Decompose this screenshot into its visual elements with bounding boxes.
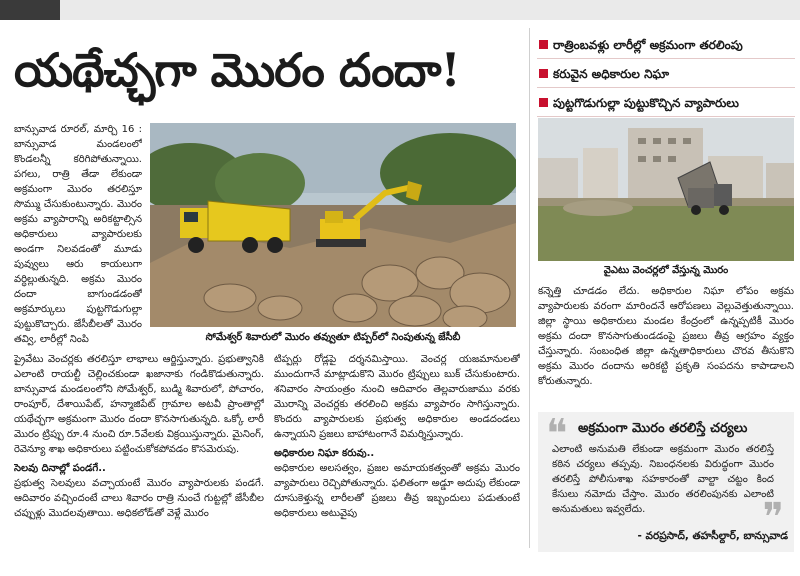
highlight-item [537, 63, 795, 88]
article-text: ప్రైవేటు వెంచర్లకు తరలిస్తూ లాభాలు ఆర్జిస్తున్నారు. ప్రభుత్వానికి ఎలాంటి రాయల్టీ చెల్లించకుండా ఖజానాకు గండికొడుతున్నారు. బాన్సువాడ మండలంలోని సోమేశ్వర్, బుడ్మి శివారులో, పోచారం, రాంపూర్, దేశాయిపేట్, హన్మాజిపేట్ గ్రామాల అటవీ ప్రాంతాల్లో యథేచ్ఛగా అక్రమంగా మొరం దందా కొనసాగుతున్నది. ఒక్కో లారీ మొరం ట్రిప్పు రూ.4 నుంచి రూ.5వేలకు విక్రయిస్తున్నారు. మైనింగ్, రెవెన్యూ శాఖ అధికారులు పట్టించుకోకపోవడం కొసమెరుపు. [14, 354, 264, 455]
article-column-4 [538, 284, 794, 408]
highlight-text: పుట్టగొడుగుల్లా పుట్టుకొచ్చిన వ్యాపారులు [553, 96, 739, 110]
open-quote-icon: ❝ [546, 411, 568, 457]
article-column-2 [14, 352, 264, 552]
main-photo-caption: సోమేశ్వర్ శివారులో మొరం తవ్వుతూ టిప్పర్‌లో నింపుతున్న జేసీబీ [205, 332, 461, 343]
bullet-square-icon [539, 69, 548, 78]
headline: యథేచ్ఛగా మొరం దందా! [14, 43, 460, 97]
subheading: సెలవు దినాల్లో పండగే.. [14, 463, 106, 474]
page-top-bar [0, 0, 800, 20]
quote-text: ఎలాంటి అనుమతి లేకుండా అక్రమంగా మొరం తరలిస్తే కఠిన చర్యలు తప్పవు. నిబంధనలకు విరుద్ధంగా మొరం తరలిస్తే పోలీసుశాఖ సహకారంతో వాల్టా చట్టం కింద కేసులు నమోదు చేస్తాం. మొరం తరలింపునకు ఎలాంటి అనుమతులు ఇవ్వలేదు. [552, 444, 774, 515]
close-quote-icon: ❞ [762, 495, 784, 541]
article-text: కన్నెత్తి చూడడం లేదు. అధికారుల నిఘా లోపం అక్రమ వ్యాపారులకు వరంగా మారిందనే ఆరోపణలు వెల్లువెత్తుతున్నాయి. జిల్లా స్థాయి అధికారులు మండల కేంద్రంలో ఉన్నప్పటికీ మొరం అక్రమ దందా కొనసాగుతుండడంపై ప్రజలు తీవ్ర ఆగ్రహం వ్యక్తం చేస్తున్నారు. సంబంధిత జిల్లా ఉన్నతాధికారులు చొరవ తీసుకొని అక్రమ మొరం దందాను అరికట్టి ప్రకృతి సంపదను కాపాడాలని కోరుతున్నారు. [538, 286, 794, 387]
article-column-3 [274, 352, 520, 552]
highlight-text: రాత్రింబవళ్లు లారీల్లో అక్రమంగా తరలింపు [553, 38, 743, 52]
header-dark-block [0, 0, 60, 20]
quote-byline: - వరప్రసాద్, తహసీల్దార్, బాన్సువాడ [637, 530, 788, 542]
quote-title: అక్రమంగా మొరం తరలిస్తే చర్యలు [578, 421, 748, 436]
subheading: అధికారుల నిఘా కరువు.. [274, 448, 375, 459]
article-text: టిప్పర్లు రోడ్లపై దర్శనమిస్తాయి. వెంచర్ల యజమానులతో ముందుగానే మాట్లాడుకొని మొరం ట్రిప్పులు బుక్ చేసుకుంటారు. శనివారం సాయంత్రం నుంచి ఆదివారం తెల్లవారుజాము వరకు మొరాన్ని వెంచర్లకు తరలించి అక్రమ వ్యాపారం సాగిస్తున్నారు. కొందరు వ్యాపారులకు ప్రభుత్వ అధికారుల అండదండలు ఉన్నాయని ప్రజలు బాహాటంగానే విమర్శిస్తున్నారు. [274, 354, 520, 440]
column-divider [529, 28, 530, 548]
side-photo-venture [538, 118, 794, 261]
highlight-item [537, 34, 795, 59]
highlight-item [537, 92, 795, 117]
side-photo-caption: వైఎటు వెంచర్లలో వేస్తున్న మొరం [603, 265, 729, 276]
article-text: అధికారుల అలసత్వం, ప్రజల అమాయకత్వంతో అక్రమ మొరం వ్యాపారులు రెచ్చిపోతున్నారు. ఫలితంగా అడ్డూ అదుపు లేకుండా దూసుకెళ్తున్న లారీలతో ప్రజలు తీవ్ర ఇబ్బందులు పడుతుంటే అధికారులు అటువైపు [274, 463, 520, 519]
article-column-1 [14, 122, 142, 362]
official-quote-box [538, 412, 794, 552]
bullet-square-icon [539, 98, 548, 107]
bullet-square-icon [539, 40, 548, 49]
highlight-text: కరువైన అధికారుల నిఘా [553, 67, 670, 81]
article-text: బాన్సువాడ రూరల్, మార్చి 16 : బాన్సువాడ మండలంలో కొండలన్నీ కరిగిపోతున్నాయి. పగలు, రాత్రి తేడా లేకుండా అక్రమంగా మొరం తరలిస్తూ సొమ్ము చేసుకుంటున్నారు. మొరం అక్రమ వ్యాపారాన్ని అరికట్టాల్సిన అధికారులు వ్యాపారులకు అండగా నిలవడంతో మూడు పువ్వులు ఆరు కాయలుగా వర్ధిల్లుతున్నది. అక్రమ మొరం దందా బాగుండడంతో అక్రమార్కులు పుట్టగొడుగుల్లా పుట్టుకొచ్చారు. జేసీబీలతో మొరం తవ్వి, లారీల్లో నింపి [14, 124, 142, 345]
article-text: ప్రభుత్వ సెలవులు వచ్చాయంటే మొరం వ్యాపారులకు పండగే. ఆదివారం వచ్చిందంటే చాలు శివారం రాత్రి నుంచే గుట్టల్లో జేసీబీల చప్పుళ్లు మొదలవుతాయి. అధికలోడ్‌తో వెళ్లే మొరం [14, 478, 264, 519]
highlight-list [537, 34, 795, 121]
main-photo-quarry [150, 123, 516, 327]
